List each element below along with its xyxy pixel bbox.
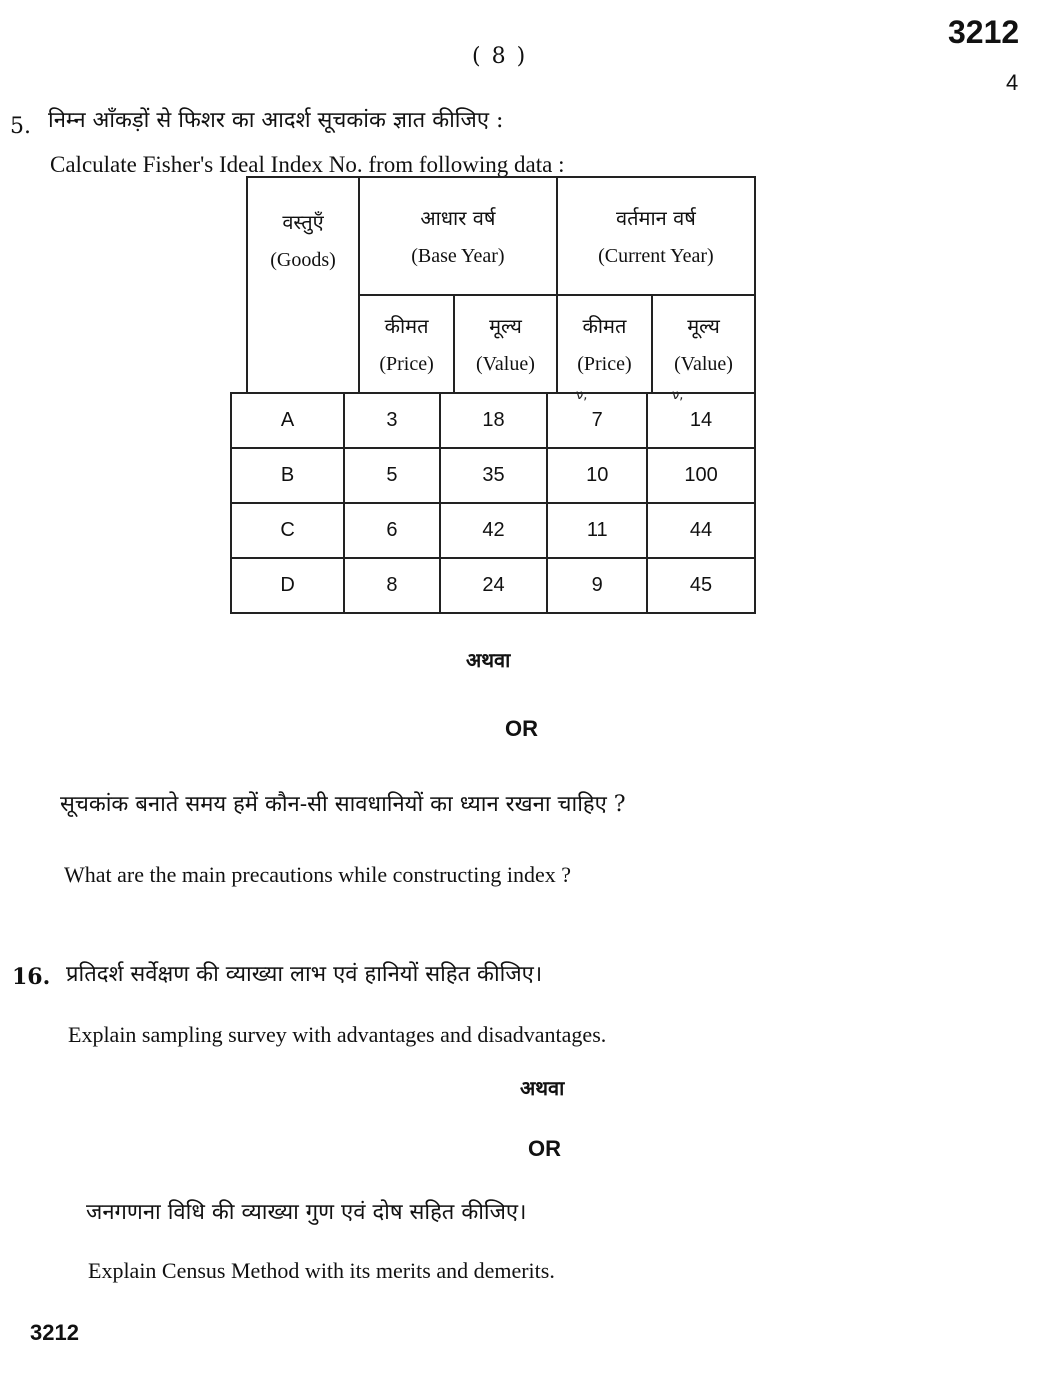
base-price-cell: 3 [344, 393, 440, 448]
table-row [231, 558, 755, 613]
table-row [231, 503, 755, 558]
q16-or-english: OR [528, 1136, 561, 1161]
good-cell: B [231, 448, 344, 503]
q16-alt-english: Explain Census Method with its merits and demerits. [88, 1258, 555, 1283]
q15-alt-hindi: सूचकांक बनाते समय हमें कौन-सी सावधानियों का ध्यान रखना चाहिए ? [60, 792, 626, 817]
base-price-hi: कीमत [384, 314, 429, 338]
base-value-header [454, 295, 557, 393]
current-value-hi: मूल्य [687, 314, 720, 338]
marks: 4 [1006, 70, 1019, 95]
current-year-header-en: (Current Year) [598, 245, 714, 267]
q15-english-prompt: Calculate Fisher's Ideal Index No. from following data : [50, 152, 565, 177]
current-year-header-hi: वर्तमान वर्ष [615, 206, 696, 230]
base-value-cell: 24 [440, 558, 548, 613]
page-number: ( 8 ) [472, 44, 528, 69]
base-value-cell: 35 [440, 448, 548, 503]
base-value-cell: 18 [440, 393, 548, 448]
current-value-cell: 44 [647, 503, 755, 558]
q16-or-hindi: अथवा [520, 1076, 565, 1100]
current-price-hi: कीमत [582, 314, 627, 338]
current-price-cell: 11 [547, 503, 647, 558]
current-value-cell: 100 [647, 448, 755, 503]
current-value-header [652, 295, 755, 393]
index-table-header [246, 176, 756, 394]
base-price-cell: 8 [344, 558, 440, 613]
table-row [231, 448, 755, 503]
q15-or-hindi: अथवा [466, 648, 511, 672]
good-cell: A [231, 393, 344, 448]
question-number-15: 5. [10, 114, 31, 139]
current-value-cell: 14 [647, 393, 755, 448]
q15-or-english: OR [505, 716, 538, 741]
current-year-header [557, 177, 755, 295]
current-price-cell: 7 [547, 393, 647, 448]
q16-english-prompt: Explain sampling survey with advantages and disadvantages. [68, 1022, 607, 1047]
current-price-header [557, 295, 652, 393]
base-year-header [359, 177, 557, 295]
page-code-bottom: 3212 [30, 1320, 79, 1345]
handwritten-annotation-price: ν, [576, 388, 588, 403]
current-price-cell: 9 [547, 558, 647, 613]
current-price-en: (Price) [577, 353, 632, 375]
base-price-cell: 5 [344, 448, 440, 503]
handwritten-annotation-value: ν, [672, 388, 684, 403]
page-code-top: 3212 [948, 14, 1020, 50]
good-cell: C [231, 503, 344, 558]
base-year-header-en: (Base Year) [411, 245, 505, 267]
question-number-16: 16. [12, 964, 51, 990]
goods-header-hi: वस्तुएँ [282, 210, 324, 234]
base-year-header-hi: आधार वर्ष [420, 206, 496, 230]
goods-header-en: (Goods) [270, 249, 336, 271]
base-value-hi: मूल्य [489, 314, 522, 338]
base-value-en: (Value) [476, 353, 535, 375]
current-value-en: (Value) [674, 353, 733, 375]
index-table-body [230, 392, 756, 614]
goods-header [247, 177, 359, 393]
q16-hindi-prompt: प्रतिदर्श सर्वेक्षण की व्याख्या लाभ एवं हानियों सहित कीजिए। [66, 962, 543, 987]
base-price-en: (Price) [379, 353, 434, 375]
q15-hindi-prompt: निम्न आँकड़ों से फिशर का आदर्श सूचकांक ज्ञात कीजिए : [48, 108, 504, 133]
q15-alt-english: What are the main precautions while constructing index ? [64, 862, 572, 887]
base-value-cell: 42 [440, 503, 548, 558]
base-price-header [359, 295, 454, 393]
current-value-cell: 45 [647, 558, 755, 613]
good-cell: D [231, 558, 344, 613]
current-price-cell: 10 [547, 448, 647, 503]
q16-alt-hindi: जनगणना विधि की व्याख्या गुण एवं दोष सहित कीजिए। [86, 1200, 527, 1225]
base-price-cell: 6 [344, 503, 440, 558]
